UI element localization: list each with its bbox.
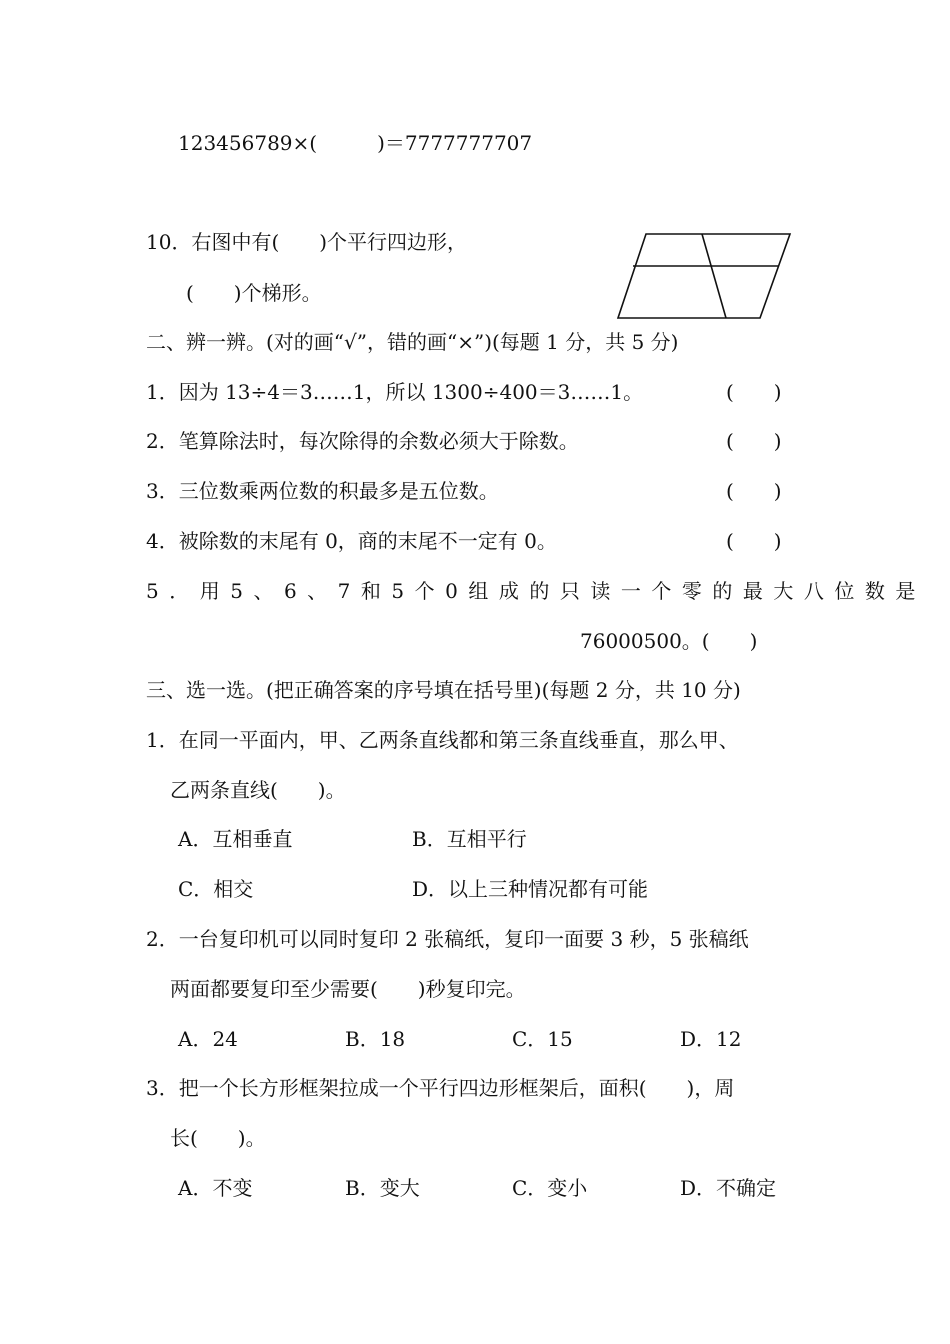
s3-q2-option-c: C．15 — [512, 1027, 573, 1051]
parallelogram-figure — [616, 230, 796, 322]
s3-q2-line2: 两面都要复印至少需要( )秒复印完。 — [170, 977, 526, 1001]
s3-q2-option-d: D．12 — [680, 1027, 742, 1051]
s2-item-4-blank: ( ) — [726, 529, 782, 553]
s3-q1-line2: 乙两条直线( )。 — [170, 778, 346, 802]
s3-q3-option-a: A．不变 — [178, 1176, 253, 1200]
s3-q3-option-d: D．不确定 — [680, 1176, 777, 1200]
s2-item-1-blank: ( ) — [726, 380, 782, 404]
top-equation: 123456789×( )＝7777777707 — [178, 131, 533, 155]
q10-line1: 10．右图中有( )个平行四边形， — [146, 230, 468, 254]
s2-item-4: 4．被除数的末尾有 0，商的末尾不一定有 0。 — [146, 529, 557, 553]
s3-q1-option-d: D．以上三种情况都有可能 — [412, 877, 649, 901]
s3-q1-line1: 1．在同一平面内，甲、乙两条直线都和第三条直线垂直，那么甲、 — [146, 728, 739, 752]
s3-q2-option-a: A．24 — [178, 1027, 238, 1051]
s3-q1-option-b: B．互相平行 — [412, 827, 527, 851]
s3-q2-option-b: B．18 — [345, 1027, 406, 1051]
q10-line2: ( )个梯形。 — [186, 281, 322, 305]
s3-q2-line1: 2．一台复印机可以同时复印 2 张稿纸，复印一面要 3 秒，5 张稿纸 — [146, 927, 749, 951]
outer-parallelogram — [618, 234, 790, 318]
s2-item-2-blank: ( ) — [726, 429, 782, 453]
s3-q3-option-c: C．变小 — [512, 1176, 588, 1200]
s2-item-3: 3．三位数乘两位数的积最多是五位数。 — [146, 479, 499, 503]
s2-item-2: 2．笔算除法时，每次除得的余数必须大于除数。 — [146, 429, 579, 453]
s2-item-1: 1．因为 13÷4＝3……1，所以 1300÷400＝3……1。 — [146, 380, 644, 404]
s2-item-3-blank: ( ) — [726, 479, 782, 503]
s2-item-5-line1: 5．用5、6、7和5个0组成的只读一个零的最大八位数是 — [146, 579, 926, 603]
s3-q3-line2: 长( )。 — [170, 1126, 266, 1150]
s3-q1-option-c: C．相交 — [178, 877, 254, 901]
s2-item-5-line2: 76000500。( ) — [580, 629, 758, 653]
s3-q1-option-a: A．互相垂直 — [178, 827, 293, 851]
section2-heading: 二、辨一辨。(对的画“√”，错的画“×”)(每题 1 分，共 5 分) — [146, 330, 679, 354]
s3-q3-option-b: B．变大 — [345, 1176, 420, 1200]
s3-q3-line1: 3．把一个长方形框架拉成一个平行四边形框架后，面积( )，周 — [146, 1076, 735, 1100]
section3-heading: 三、选一选。(把正确答案的序号填在括号里)(每题 2 分，共 10 分) — [146, 678, 741, 702]
slanted-divider — [702, 234, 726, 318]
